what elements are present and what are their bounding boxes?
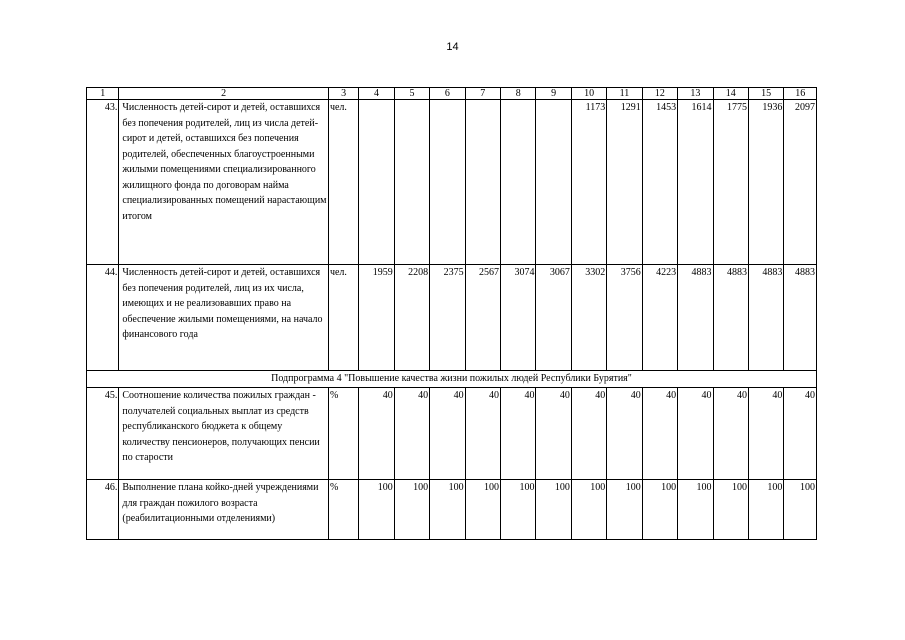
value-cell: 2208 (394, 265, 429, 371)
value-cell (536, 100, 571, 265)
header-cell-13: 13 (678, 88, 713, 100)
value-cell: 100 (394, 480, 429, 540)
value-cell: 3302 (571, 265, 606, 371)
value-cell: 40 (607, 388, 642, 480)
table-row (87, 480, 817, 540)
header-cell-2: 2 (119, 88, 329, 100)
value-cell (359, 100, 394, 265)
header-cell-9: 9 (536, 88, 571, 100)
value-cell: 4223 (642, 265, 677, 371)
value-cell: 40 (713, 388, 748, 480)
table-row (87, 265, 817, 371)
table-row (87, 388, 817, 480)
value-cell: 40 (536, 388, 571, 480)
value-cell: 40 (784, 388, 817, 480)
indicator-name: Численность детей-сирот и детей, оставшихся без попечения родителей, лиц из числа детей-сирот и детей, оставшихся без попечения родителей, обеспеченных благоустроенными жилыми помещениями специализированного жилищного фонда по договорам найма специализированных помещений нарастающим итогом (119, 100, 329, 265)
value-cell: 3756 (607, 265, 642, 371)
value-cell: 1453 (642, 100, 677, 265)
value-cell: 40 (748, 388, 783, 480)
value-cell: 100 (642, 480, 677, 540)
subprogram-row (87, 371, 817, 388)
header-cell-4: 4 (359, 88, 394, 100)
unit-cell: % (328, 480, 358, 540)
header-cell-16: 16 (784, 88, 817, 100)
value-cell: 100 (465, 480, 500, 540)
value-cell: 100 (501, 480, 536, 540)
header-cell-8: 8 (501, 88, 536, 100)
indicators-table (86, 87, 817, 540)
value-cell: 100 (713, 480, 748, 540)
value-cell (501, 100, 536, 265)
value-cell: 4883 (713, 265, 748, 371)
unit-cell: % (328, 388, 358, 480)
header-cell-15: 15 (748, 88, 783, 100)
value-cell: 1936 (748, 100, 783, 265)
value-cell: 40 (359, 388, 394, 480)
value-cell: 40 (430, 388, 465, 480)
value-cell: 2375 (430, 265, 465, 371)
table-row (87, 100, 817, 265)
row-number: 44. (87, 265, 119, 371)
value-cell: 2567 (465, 265, 500, 371)
subprogram-title: Подпрограмма 4 "Повышение качества жизни пожилых людей Республики Бурятия" (87, 371, 817, 388)
row-number: 46. (87, 480, 119, 540)
header-cell-7: 7 (465, 88, 500, 100)
value-cell: 2097 (784, 100, 817, 265)
header-cell-3: 3 (328, 88, 358, 100)
header-cell-14: 14 (713, 88, 748, 100)
indicator-name: Соотношение количества пожилых граждан - получателей социальных выплат из средств республиканского бюджета к общему количеству пенсионеров, получающих пенсии по старости (119, 388, 329, 480)
value-cell: 40 (678, 388, 713, 480)
header-cell-1: 1 (87, 88, 119, 100)
unit-cell: чел. (328, 100, 358, 265)
value-cell: 40 (642, 388, 677, 480)
value-cell: 40 (501, 388, 536, 480)
header-cell-5: 5 (394, 88, 429, 100)
value-cell: 1959 (359, 265, 394, 371)
value-cell: 4883 (748, 265, 783, 371)
indicator-name: Выполнение плана койко-дней учреждениями для граждан пожилого возраста (реабилитационными отделениями) (119, 480, 329, 540)
value-cell: 1614 (678, 100, 713, 265)
page-number: 14 (446, 41, 459, 53)
value-cell: 100 (536, 480, 571, 540)
value-cell: 1173 (571, 100, 606, 265)
header-cell-10: 10 (571, 88, 606, 100)
value-cell: 100 (678, 480, 713, 540)
value-cell: 1775 (713, 100, 748, 265)
value-cell: 40 (571, 388, 606, 480)
value-cell: 100 (359, 480, 394, 540)
header-row (87, 88, 817, 100)
indicator-name: Численность детей-сирот и детей, оставшихся без попечения родителей, лиц из их числа, имеющих и не реализовавших право на обеспечение жилыми помещениями, на начало финансового года (119, 265, 329, 371)
value-cell: 3074 (501, 265, 536, 371)
value-cell: 40 (465, 388, 500, 480)
value-cell: 100 (607, 480, 642, 540)
value-cell (465, 100, 500, 265)
value-cell: 1291 (607, 100, 642, 265)
row-number: 43. (87, 100, 119, 265)
value-cell (394, 100, 429, 265)
value-cell: 100 (784, 480, 817, 540)
row-number: 45. (87, 388, 119, 480)
value-cell: 100 (430, 480, 465, 540)
value-cell: 4883 (784, 265, 817, 371)
value-cell (430, 100, 465, 265)
value-cell: 100 (748, 480, 783, 540)
header-cell-11: 11 (607, 88, 642, 100)
header-cell-12: 12 (642, 88, 677, 100)
value-cell: 100 (571, 480, 606, 540)
value-cell: 40 (394, 388, 429, 480)
value-cell: 4883 (678, 265, 713, 371)
header-cell-6: 6 (430, 88, 465, 100)
value-cell: 3067 (536, 265, 571, 371)
unit-cell: чел. (328, 265, 358, 371)
